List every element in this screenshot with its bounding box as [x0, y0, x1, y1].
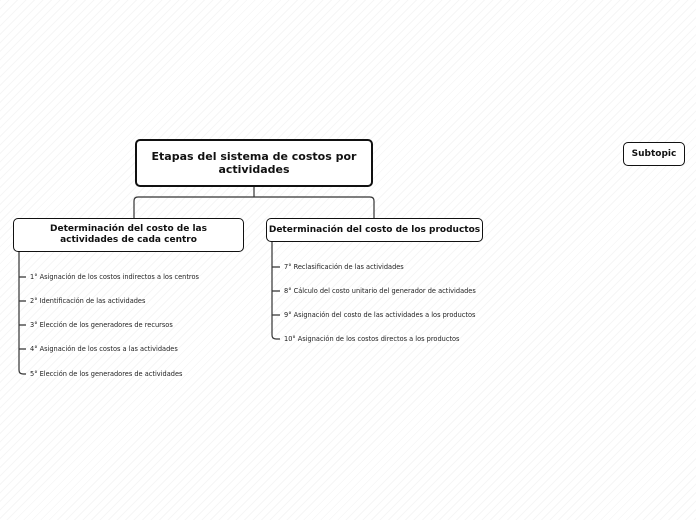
root-connector	[134, 187, 374, 218]
subtopic-label: Subtopic	[631, 149, 677, 159]
branch-label: Determinación del costo de las actividades de cada centro	[50, 224, 207, 245]
branch-product-cost[interactable]	[266, 218, 483, 242]
branch-1-connector	[19, 252, 26, 374]
floating-subtopic[interactable]	[623, 142, 685, 166]
leaf-topic[interactable]: 8° Cálculo del costo unitario del generador de actividades	[284, 287, 476, 295]
leaf-topic[interactable]: 9° Asignación del costo de las actividades a los productos	[284, 311, 476, 319]
branch-activity-cost[interactable]	[13, 218, 244, 252]
leaf-topic[interactable]: 2° Identificación de las actividades	[30, 297, 146, 305]
root-topic[interactable]	[135, 139, 373, 187]
leaf-topic[interactable]: 4° Asignación de los costos a las actividades	[30, 345, 178, 353]
branch-2-connector	[272, 242, 280, 339]
root-topic-label: Etapas del sistema de costos por actividades	[151, 150, 357, 176]
leaf-topic[interactable]: 3° Elección de los generadores de recursos	[30, 321, 173, 329]
leaf-topic[interactable]: 7° Reclasificación de las actividades	[284, 263, 404, 271]
leaf-topic[interactable]: 10° Asignación de los costos directos a los productos	[284, 335, 460, 343]
leaf-topic[interactable]: 1° Asignación de los costos indirectos a los centros	[30, 273, 199, 281]
leaf-topic[interactable]: 5° Elección de los generadores de actividades	[30, 370, 183, 378]
branch-label: Determinación del costo de los productos	[268, 225, 481, 235]
